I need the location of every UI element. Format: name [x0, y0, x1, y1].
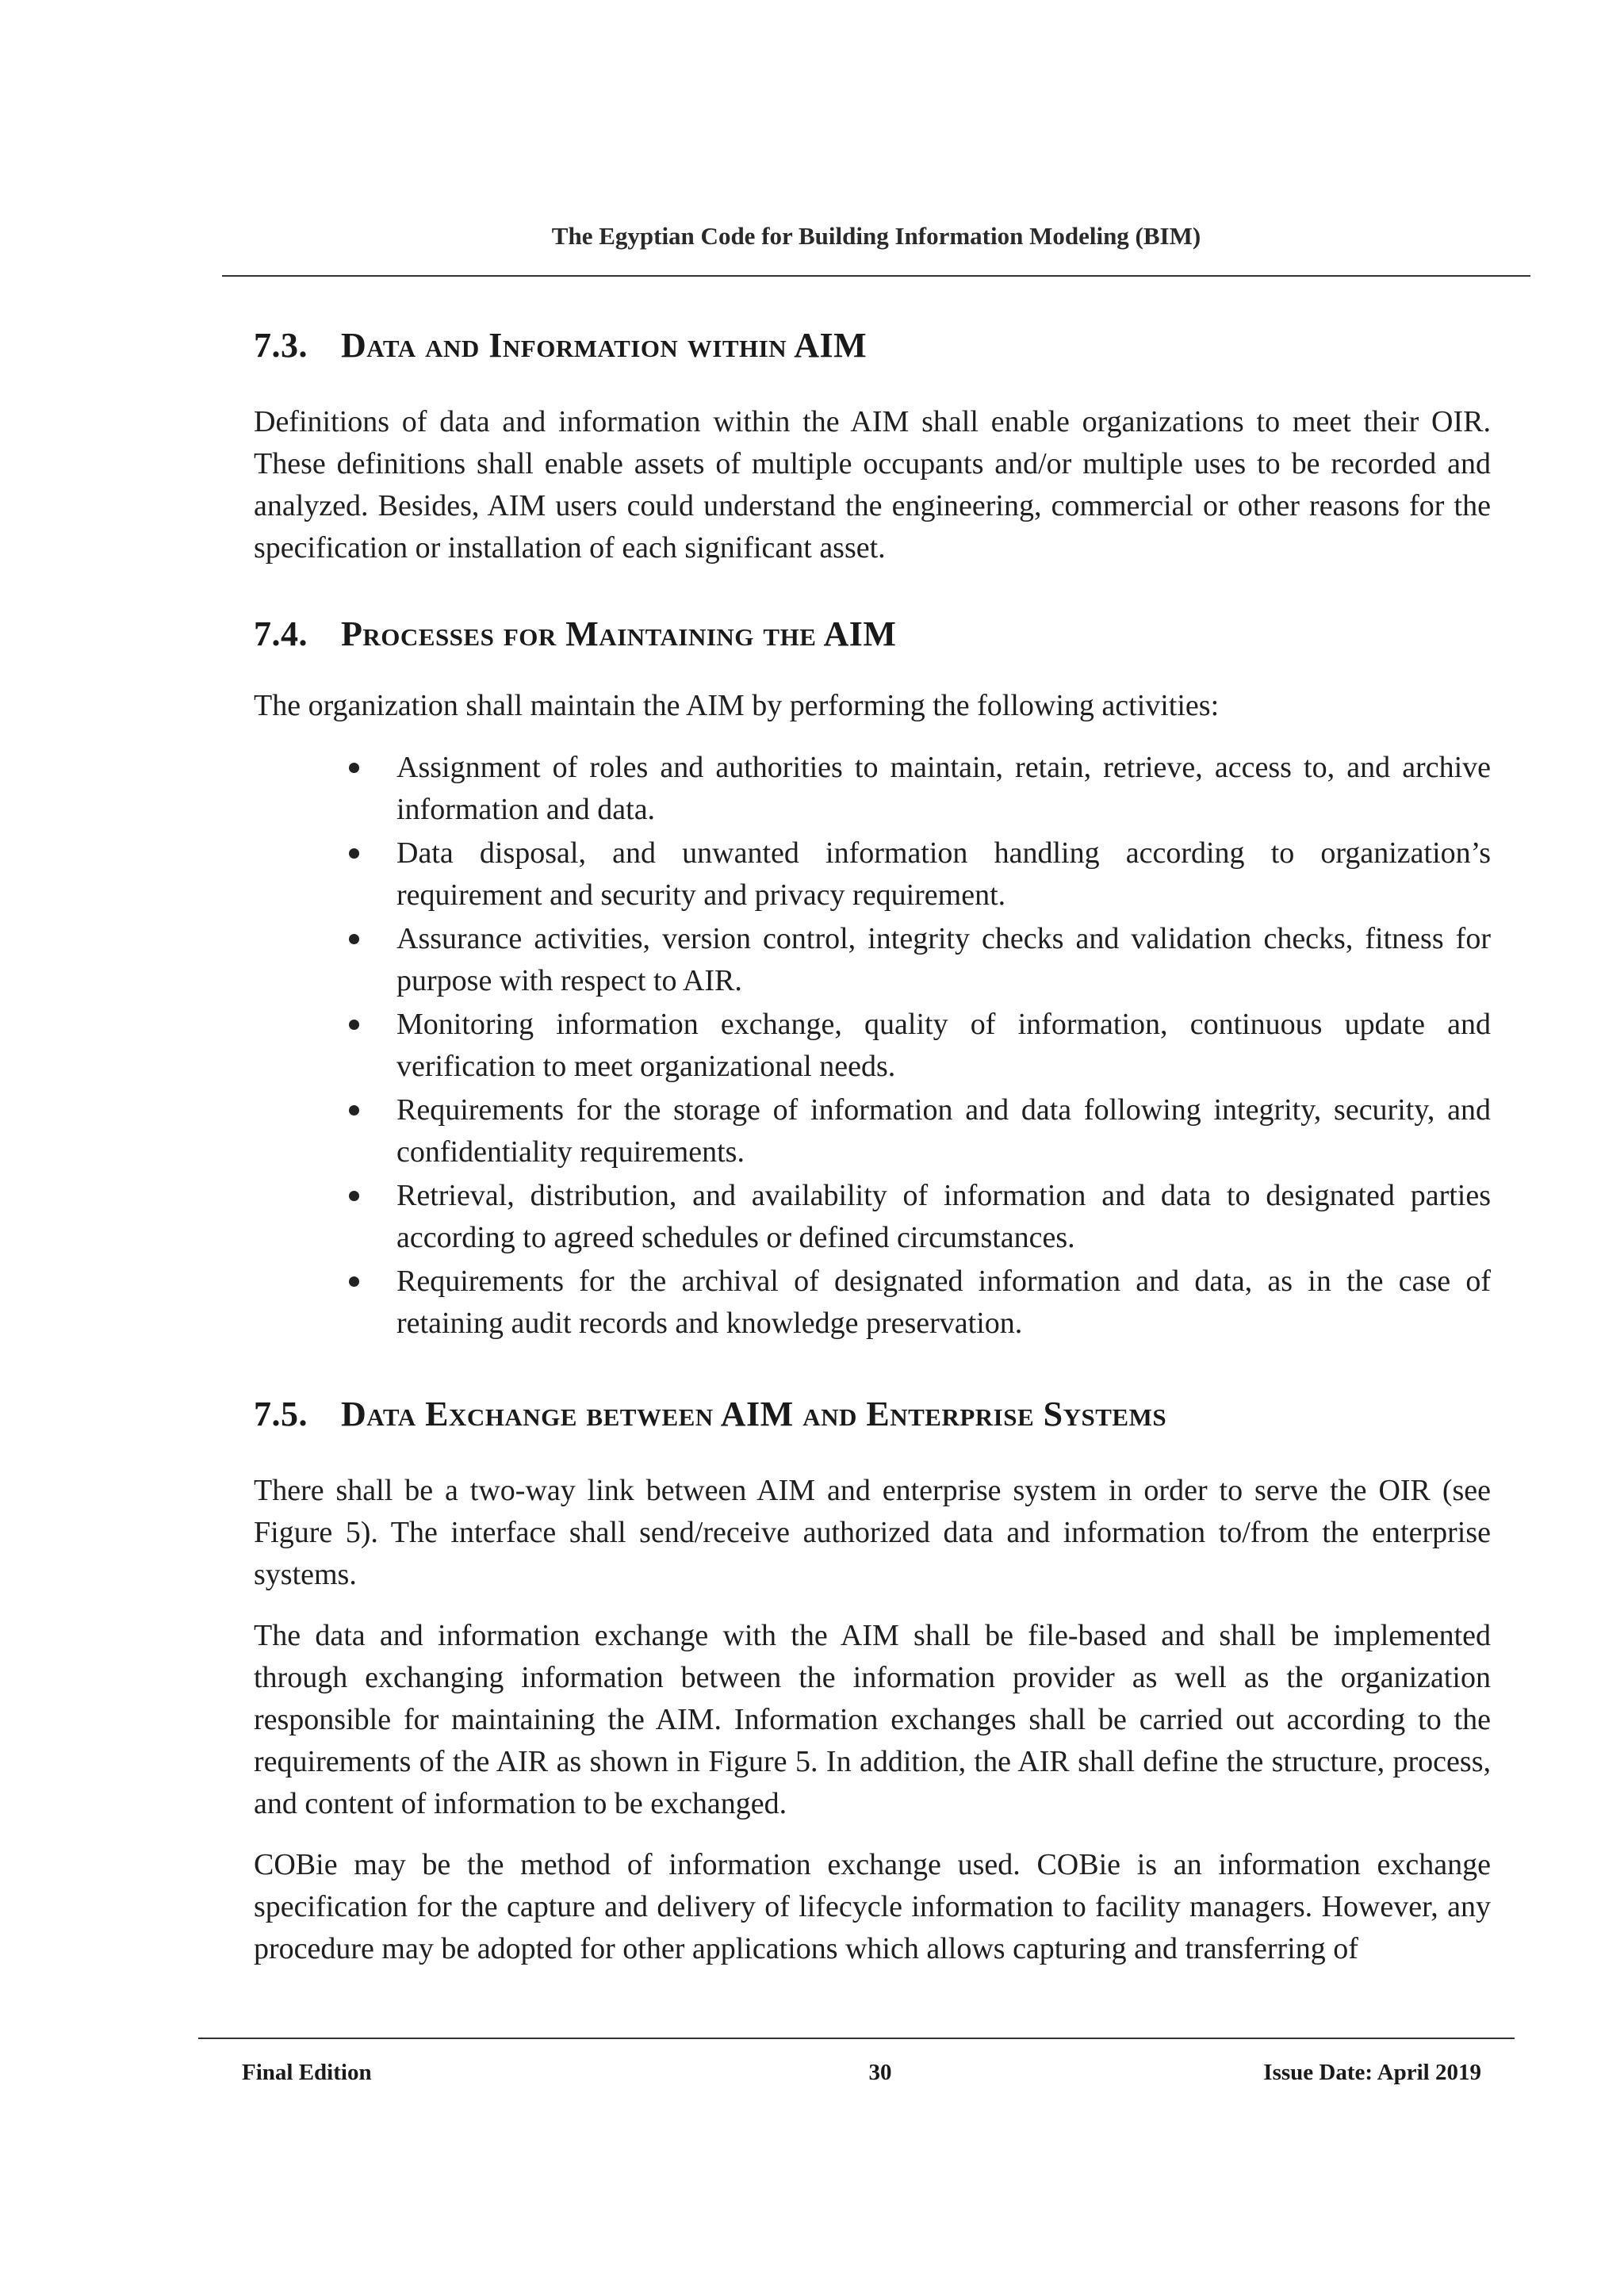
bullet-icon: [349, 1191, 359, 1201]
running-header: The Egyptian Code for Building Information Modeling (BIM): [551, 222, 1201, 250]
section-7-5-paragraph-3: COBie may be the method of information exchange used. COBie is an information exchange specification for the capture and delivery of lifecycle information to facility managers. However, any procedure may be adopted for other applications which allows capturing and transferring of: [254, 1848, 1491, 1965]
activities-list: [349, 747, 1491, 1346]
section-number: 7.4.: [254, 614, 308, 653]
section-title: Processes for Maintaining the AIM: [341, 614, 897, 653]
list-item-text: Requirements for the archival of designated information and data, as in the case of retaining audit records and knowledge preservation.: [396, 1265, 1491, 1340]
section-title: Data and Information within AIM: [341, 326, 868, 365]
footer-edition: Final Edition: [242, 2060, 372, 2085]
list-item-text: Data disposal, and unwanted information handling according to organization’s requirement and security and privacy requirement.: [396, 836, 1491, 912]
bullet-icon: [349, 934, 359, 944]
list-item: [349, 1175, 1491, 1259]
section-number: 7.3.: [254, 326, 308, 365]
section-7-5-paragraph-2: The data and information exchange with the AIM shall be file-based and shall be implemented through exchanging information between the information provider as well as the organization responsible for maintaining the AIM. Information exchanges shall be carried out according to the requirements of the AIR as shown in Figure 5. In addition, the AIR shall define the structure, process, and content of information to be exchanged.: [254, 1619, 1491, 1820]
list-item-text: Monitoring information exchange, quality of information, continuous update and verification to meet organizational needs.: [396, 1008, 1491, 1083]
page-number: 30: [868, 2060, 892, 2085]
list-item: [349, 918, 1491, 1002]
list-item-text: Assignment of roles and authorities to maintain, retain, retrieve, access to, and archive information and data.: [396, 751, 1491, 826]
section-7-3-paragraph: Definitions of data and information within the AIM shall enable organizations to meet their OIR. These definitions shall enable assets of multiple occupants and/or multiple uses to be recorded and analyzed. Besides, AIM users could understand the engineering, commercial or other reasons for the specification or installation of each significant asset.: [254, 405, 1491, 564]
bullet-icon: [349, 1276, 359, 1287]
section-7-5-paragraph-1: There shall be a two-way link between AIM and enterprise system in order to serve the OIR (see Figure 5). The interface shall send/receive authorized data and information to/from the enterprise systems.: [254, 1474, 1491, 1591]
list-item: [349, 747, 1491, 831]
section-heading-7-4: [254, 614, 896, 654]
list-item-text: Retrieval, distribution, and availability of information and data to designated parties according to agreed schedules or defined circumstances.: [396, 1179, 1491, 1254]
section-title: Data Exchange between AIM and Enterprise Systems: [341, 1395, 1167, 1433]
section-heading-7-3: [254, 325, 867, 365]
list-item: [349, 1261, 1491, 1345]
list-item-text: Requirements for the storage of information and data following integrity, security, and confidentiality requirements.: [396, 1093, 1491, 1169]
section-heading-7-5: [254, 1394, 1166, 1434]
header-divider: [222, 275, 1530, 277]
section-number: 7.5.: [254, 1395, 308, 1433]
list-item-text: Assurance activities, version control, integrity checks and validation checks, fitness for purpose with respect to AIR.: [396, 922, 1491, 997]
list-item: [349, 1004, 1491, 1088]
section-7-4-intro: The organization shall maintain the AIM by performing the following activities:: [254, 689, 1220, 722]
bullet-icon: [349, 848, 359, 859]
bullet-icon: [349, 1105, 359, 1115]
list-item: [349, 1089, 1491, 1173]
bullet-icon: [349, 1020, 359, 1030]
footer-divider: [198, 2038, 1515, 2039]
list-item: [349, 832, 1491, 916]
bullet-icon: [349, 763, 359, 773]
footer-issue-date: Issue Date: April 2019: [1263, 2060, 1481, 2085]
